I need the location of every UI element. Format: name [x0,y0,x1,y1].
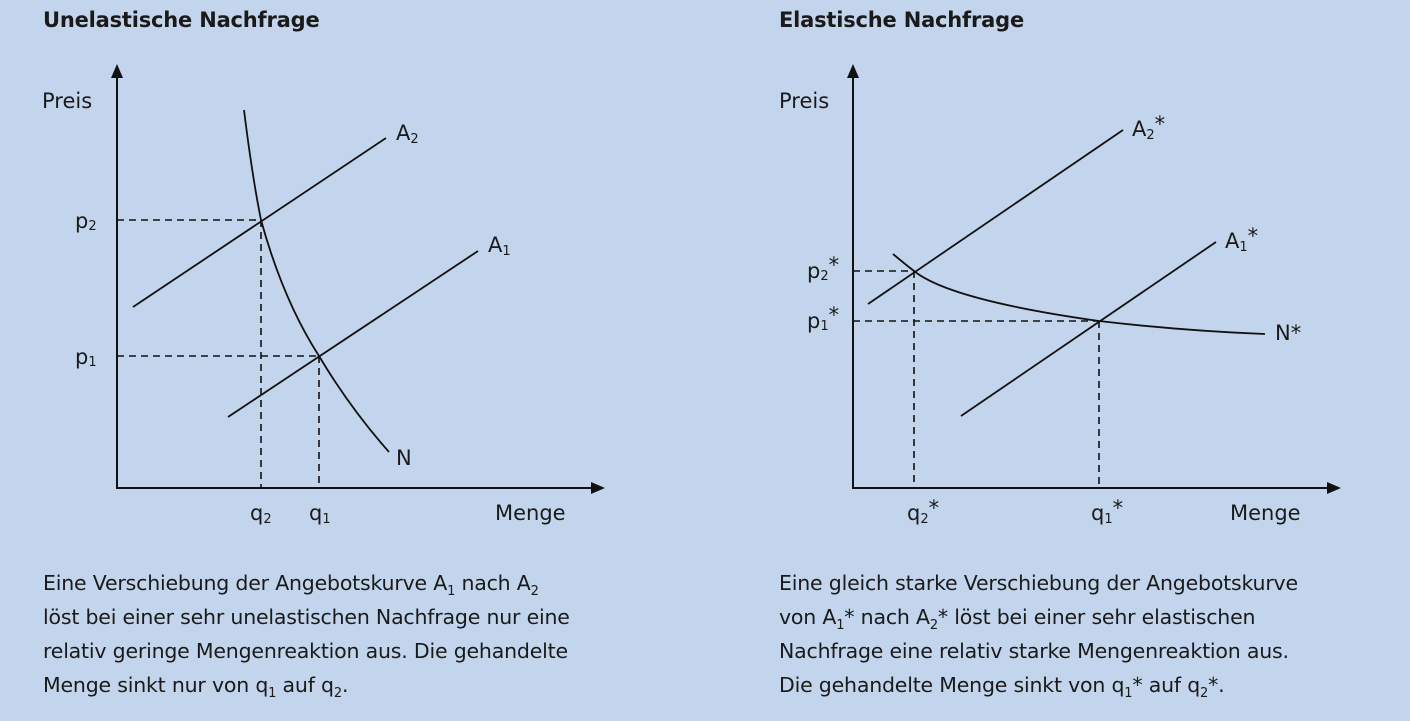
elastic-demand-panel [705,0,1405,721]
panel-title: Elastische Nachfrage [779,8,1024,32]
supply-label-a1: A1* [1225,224,1259,255]
panel-title: Unelastische Nachfrage [43,8,320,32]
y-axis-label: Preis [779,89,830,113]
quantity-label-q2: q2* [907,496,940,527]
panel-caption: Eine gleich starke Verschiebung der Angebotskurve von $A_1*$ nach $A_2*$ löst bei einer sehr elastischen Nachfrage eine relativ starke Mengenreaktion aus. Die gehandelte Menge sinkt von $q_1*$ auf $q_2*$. [779,571,1298,702]
inelastic-demand-panel [0,0,700,721]
supply-label-a2: A2 [396,121,419,147]
quantity-label-q1: q1* [1091,496,1124,527]
x-axis-label: Menge [495,501,566,525]
quantity-label-q2: q2 [250,501,272,527]
price-label-p2: p2 [75,209,97,234]
supply-curve-a2 [868,130,1123,304]
elastic-demand-diagram [705,0,1405,560]
panel-caption: Eine Verschiebung der Angebotskurve $A_1$ nach $A_2$ löst bei einer sehr unelastischen Nachfrage nur eine relativ geringe Mengenreaktion aus. Die gehandelte Menge sinkt nur von $q_1$ auf $q_2$. [43,571,570,702]
price-label-p2: p2* [807,253,840,284]
x-axis-arrow [1327,482,1341,494]
supply-curve-a2 [133,138,386,307]
inelastic-demand-diagram [0,0,700,560]
y-axis-arrow [111,64,123,78]
price-label-p1: p1* [807,303,840,334]
demand-label: N* [1275,321,1302,345]
quantity-label-q1: q1 [309,501,331,527]
x-axis-arrow [591,482,605,494]
x-axis-label: Menge [1230,501,1301,525]
y-axis-label: Preis [42,89,93,113]
supply-label-a1: A1 [488,233,511,259]
y-axis-arrow [847,64,859,78]
supply-label-a2: A2* [1132,112,1166,143]
price-label-p1: p1 [75,345,97,370]
demand-curve [244,110,389,452]
supply-curve-a1 [228,251,478,417]
demand-curve [893,254,1265,334]
demand-label: N [396,446,412,470]
